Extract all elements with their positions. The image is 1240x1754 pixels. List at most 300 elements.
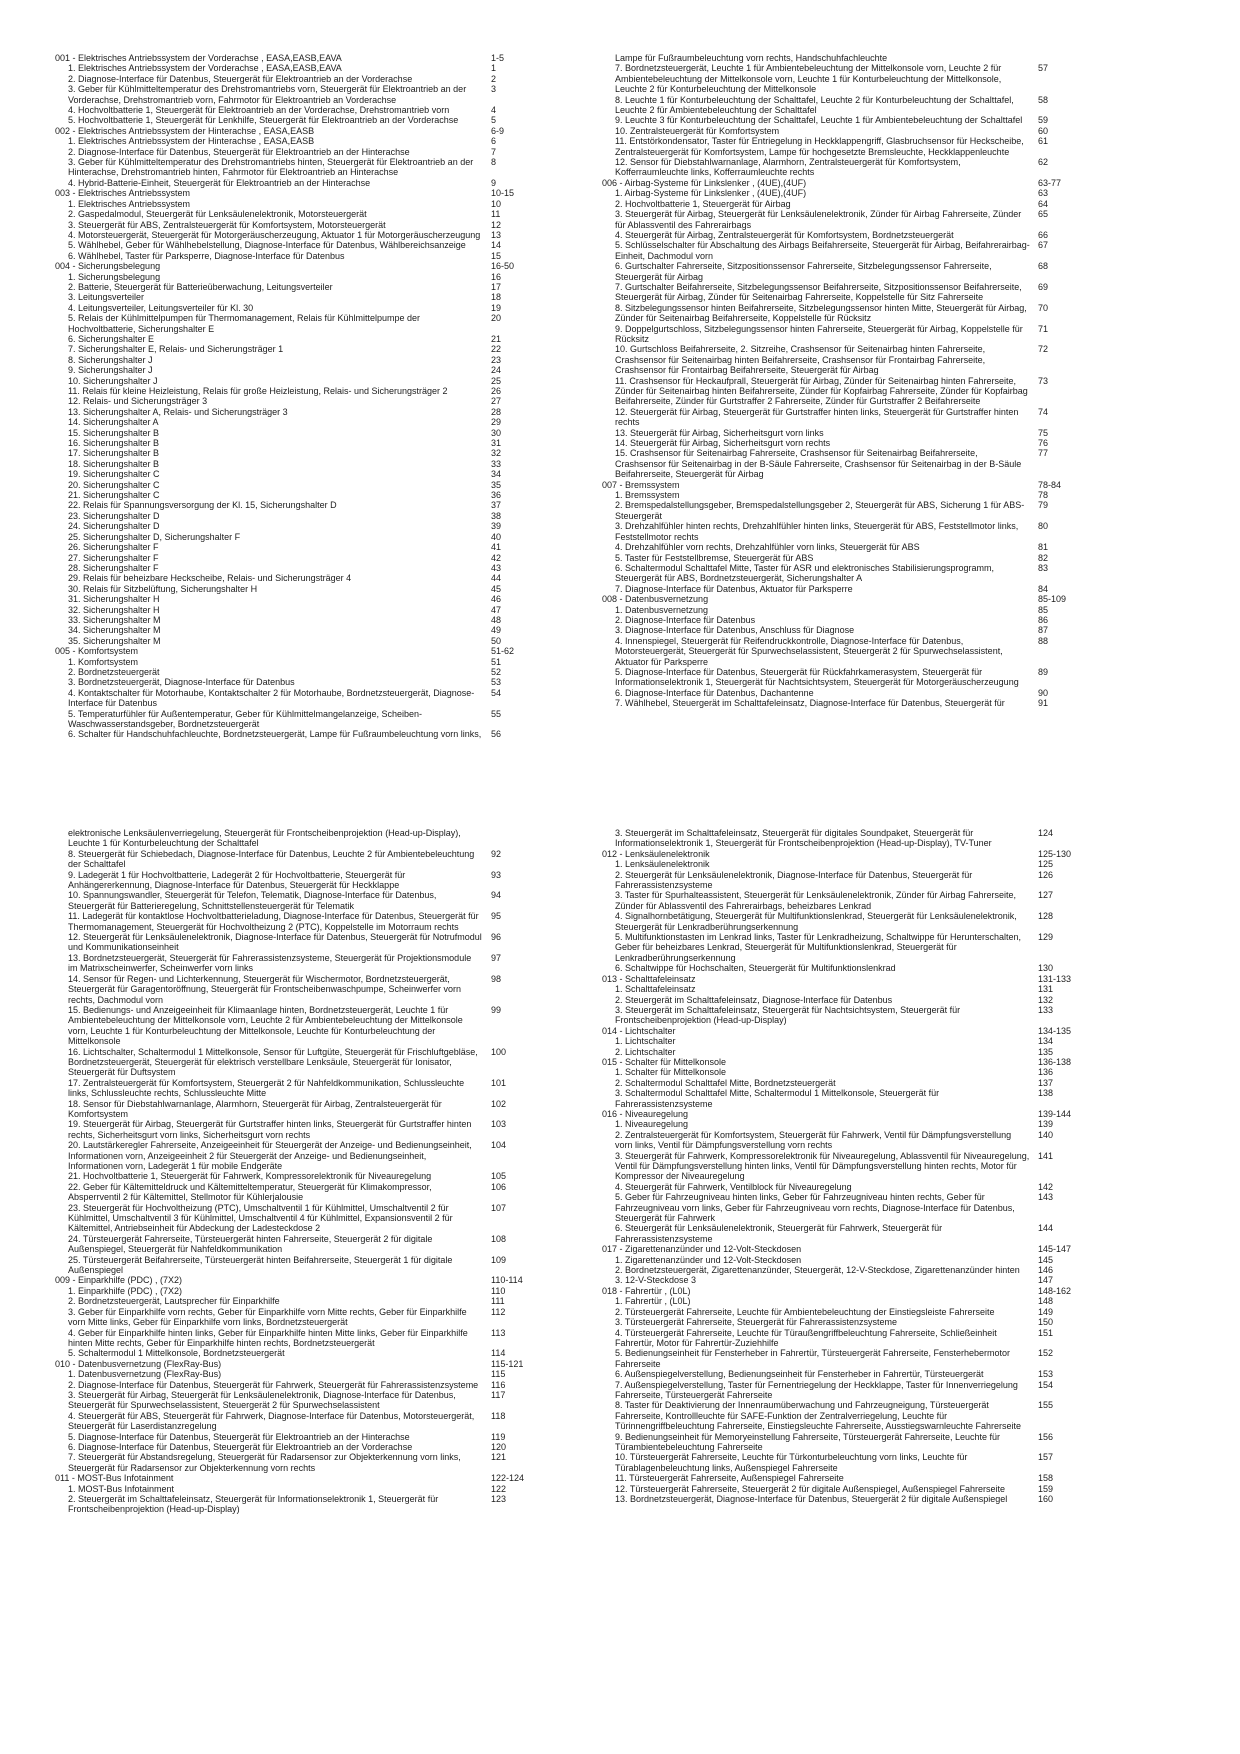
entry-text: 009 - Einparkhilfe (PDC) , (7X2) [55,1275,183,1286]
toc-item-row [602,1078,1080,1088]
entry-text: 12. Türsteuergerät Fahrerseite, Steuergerät 2 für digitale Außenspiegel, Außenspiegel Fahrerseite [615,1483,1006,1494]
toc-item-row [55,1140,533,1171]
entry-page-number: 30 [491,427,502,438]
entry-page-number: 49 [491,625,502,636]
entry-text: 4. Innenspiegel, Steuergerät für Reifendruckkontrolle, Diagnose-Interface für Datenbus, Motorsteuergerät, Steuergerät für Spurwechselassistent, Steuergerät 2 für Spurwechselassistent, Aktuator für Parksperre [615,635,1003,667]
toc-item-row [602,1151,1080,1182]
entry-text: 008 - Datenbusvernetzung [602,594,709,605]
entry-text: 23. Steuergerät für Hochvoltheizung (PTC), Umschaltventil 1 für Kühlmittel, Umschaltventil 2 für Kühlmittel, Umschaltventil 3 für Kühlmittel, Umschaltventil 4 für Kühlmittel, Expansionsventil 2 für Kältemittel, Antriebseinheit für Abdeckung der Ladesteckdose 2 [68,1202,453,1234]
entry-text: 3. Geber für Kühlmitteltemperatur des Drehstromantriebs vorn, Steuergerät für Elektroantrieb an der Vorderachse, Drehstromantrieb vorn, Fahrmotor für Elektroantrieb an Vorderachse [68,84,467,105]
toc-item-row [602,126,1080,136]
entry-page-number: 63-77 [1038,177,1062,188]
entry-page-number: 43 [491,562,502,573]
entry-text: 4. Hochvoltbatterie 1, Steuergerät für Elektroantrieb an der Vorderachse, Drehstromantrieb vorn [68,105,450,116]
entry-text: 6. Schaltermodul Schalttafel Mitte, Taster für ASR und elektronisches Stabilisierungsprogramm, Steuergerät für ABS, Bordnetzsteuergerät, Sicherungshalter A [615,562,995,584]
entry-text: 21. Hochvoltbatterie 1, Steuergerät für Fahrwerk, Kompressorelektronik für Niveauregelung [68,1171,432,1182]
toc-item-row [55,677,533,687]
toc-item-row [55,74,533,84]
entry-page-number: 42 [491,552,502,563]
toc-item-row [55,542,533,552]
entry-text: 3. Steuergerät im Schalttafeleinsatz, Steuergerät für digitales Soundpaket, Steuergerät für Informationselektronik 1, Steuergerät für Frontscheibenprojektion (Head-up-Display), TV-Tuner [615,828,992,849]
toc-item-row [55,1432,533,1442]
entry-page-number: 115-121 [491,1358,524,1369]
entry-page-number: 133 [1038,1004,1054,1015]
toc-item-row [602,605,1080,615]
toc-item-row [602,963,1080,973]
entry-page-number: 124 [1038,828,1054,838]
entry-page-number: 1 [491,63,497,74]
entry-page-number: 9 [491,177,497,188]
entry-text: 8. Sitzbelegungssensor hinten Beifahrerseite, Sitzbelegungssensor hinten Mitte, Steuergerät für Airbag, Zünder für Seitenairbag Beifahrerseite, Koppelstelle für Rücksitz [615,302,1027,324]
entry-text: 1. Datenbusvernetzung (FlexRay-Bus) [68,1369,222,1380]
entry-text: 004 - Sicherungsbelegung [55,261,161,272]
entry-page-number: 75 [1038,427,1049,438]
entry-text: 4. Signalhornbetätigung, Steuergerät für Multifunktionslenkrad, Steuergerät für Lenksäulenelektronik, Steuergerät für Lenkradberührungserkennung [615,911,1017,932]
entry-page-number: 129 [1038,932,1054,943]
entry-page-number: 151 [1038,1327,1054,1338]
entry-page-number: 19 [491,302,502,313]
entry-page-number: 135 [1038,1046,1054,1057]
entry-page-number: 55 [491,708,502,719]
toc-item-row [55,178,533,188]
entry-page-number: 25 [491,375,502,386]
entry-page-number: 52 [491,666,502,677]
toc-item-row [55,63,533,73]
toc-item-row [602,157,1080,178]
entry-text: 12. Sensor für Diebstahlwarnanlage, Alarmhorn, Zentralsteuergerät für Komfortsystem, Kofferraumleuchte links, Kofferraumleuchte rechts [615,157,961,178]
entry-text: 2. Steuergerät im Schalttafeleinsatz, Steuergerät für Informationselektronik 1, Steuergerät für Frontscheibenprojektion (Head-up-Display) [68,1494,439,1515]
toc-item-row [55,1203,533,1234]
toc-item-row [602,428,1080,438]
entry-text: 003 - Elektrisches Antriebssystem [55,188,191,199]
entry-page-number: 81 [1038,542,1049,553]
entry-text: 016 - Niveauregelung [602,1108,689,1119]
entry-text: 1. Elektrisches Antriebssystem der Vorderachse , EASA,EASB,EAVA [68,63,342,74]
toc-item-row [55,157,533,178]
entry-text: 19. Steuergerät für Airbag, Steuergerät für Gurtstraffer hinten links, Steuergerät für Gurtstraffer hinten rechts, Sicherheitsgurt vorn links, Sicherheitsgurt vorn rechts [68,1119,472,1140]
toc-item-row [55,1494,533,1515]
entry-page-number: 89 [1038,666,1049,677]
toc-column-lower-right [602,828,1080,1515]
entry-text: 34. Sicherungshalter M [68,625,161,636]
entry-page-number: 18 [491,292,502,303]
entry-text: 7. Bordnetzsteuergerät, Leuchte 1 für Ambientebeleuchtung der Mittelkonsole vorn, Leuchte 2 für Ambientebeleuchtung der Mittelkonsole vorn, Leuchte 1 für Konturbeleuchtung der Mittelkonsole, Leuchte 2 für Konturbeleuchtung der Mittelkonsole [615,63,1002,95]
toc-item-row [55,407,533,417]
toc-item-row [602,1307,1080,1317]
entry-text: 8. Sicherungshalter J [68,354,153,365]
toc-item-row [55,448,533,458]
entry-page-number: 122-124 [491,1473,525,1484]
toc-item-row [602,95,1080,116]
entry-page-number: 115 [491,1369,506,1380]
entry-text: 20. Sicherungshalter C [68,479,160,490]
entry-text: 1. Einparkhilfe (PDC) , (7X2) [68,1285,183,1296]
toc-item-row [55,115,533,125]
entry-page-number: 142 [1038,1181,1054,1192]
entry-text: 3. Bordnetzsteuergerät, Diagnose-Interface für Datenbus [68,677,295,688]
entry-page-number: 20 [491,313,502,324]
toc-item-row [602,1036,1080,1046]
entry-text: 16. Lichtschalter, Schaltermodul 1 Mittelkonsole, Sensor für Luftgüte, Steuergerät für Frischluftgebläse, Bordnetzsteuergerät, Steuergerät für elektrisch verstellbare Lenksäule, Steuergerät für Ionisator, Steuergerät für Duftsystem [68,1046,478,1078]
entry-text: 23. Sicherungshalter D [68,510,160,521]
toc-section-row [55,646,533,656]
entry-text: 5. Diagnose-Interface für Datenbus, Steuergerät für Elektroantrieb an der Hinterachse [68,1431,410,1442]
entry-text: 1. Lenksäulenelektronik [615,859,710,870]
entry-text: 4. Steuergerät für Fahrwerk, Ventilblock für Niveauregelung [615,1181,852,1192]
entry-page-number: 153 [1038,1369,1054,1380]
entry-text: 3. Taster für Spurhalteassistent, Steuergerät für Lenksäulenelektronik, Zünder für Airbag Fahrerseite, Zünder für Ablassventil des Fahrerairbags, beheizbares Lenkrad [615,890,1017,911]
toc-item-row [55,303,533,313]
entry-page-number: 103 [491,1119,507,1130]
toc-item-row [602,553,1080,563]
entry-page-number: 15 [491,250,502,261]
entry-text: 3. Drehzahlfühler hinten rechts, Drehzahlfühler hinten links, Steuergerät für ABS, Feststellmotor links, Feststellmotor rechts [615,521,1019,542]
toc-item-row [55,729,533,739]
entry-text: 5. Wählhebel, Geber für Wählhebelstellung, Diagnose-Interface für Datenbus, Wählbereichsanzeige [68,240,466,251]
entry-text: 015 - Schalter für Mittelkonsole [602,1056,727,1067]
entry-page-number: 134 [1038,1036,1054,1047]
entry-text: 6. Schalter für Handschuhfachleuchte, Bordnetzsteuergerät, Lampe für Fußraumbeleuchtung vorn links, [68,729,482,740]
toc-item-row [55,1171,533,1181]
entry-page-number: 109 [491,1254,507,1265]
toc-item-row [602,438,1080,448]
entry-page-number: 125 [1038,859,1054,870]
entry-text: 1. Schalttafeleinsatz [615,984,696,995]
entry-page-number: 3 [491,84,497,95]
toc-item-row [55,365,533,375]
toc-item-row [55,563,533,573]
toc-item-row [55,240,533,250]
toc-section-row [602,1109,1080,1119]
toc-section-row [55,1359,533,1369]
entry-page-number: 60 [1038,125,1049,136]
toc-item-row [602,1265,1080,1275]
toc-item-row [55,625,533,635]
entry-page-number: 24 [491,365,502,376]
entry-text: 2. Steuergerät für Lenksäulenelektronik, Diagnose-Interface für Datenbus, Steuergerät für Fahrerassistenzsysteme [615,869,973,891]
toc-item-row [55,292,533,302]
toc-item-row [55,911,533,932]
toc-column-lower-left [55,828,533,1515]
toc-item-row [55,1380,533,1390]
entry-text: 3. Türsteuergerät Fahrerseite, Steuergerät für Fahrerassistenzsysteme [615,1317,897,1328]
entry-page-number: 128 [1038,911,1054,922]
entry-page-number: 40 [491,531,502,542]
toc-item-row [55,230,533,240]
toc-item-row [602,1005,1080,1026]
entry-text: 32. Sicherungshalter H [68,604,160,615]
entry-page-number: 7 [491,146,497,157]
entry-page-number: 117 [491,1389,506,1400]
toc-item-row [55,521,533,531]
entry-page-number: 139 [1038,1119,1054,1130]
entry-page-number: 125-130 [1038,848,1072,859]
entry-text: 7. Steuergerät für Abstandsregelung, Steuergerät für Radarsensor zur Objekterkennung vorn links, Steuergerät für Radarsensor zur Objekterkennung vorn rechts [68,1452,461,1473]
entry-text: 005 - Komfortsystem [55,646,139,657]
entry-page-number: 47 [491,604,502,615]
entry-page-number: 17 [491,281,502,292]
entry-page-number: 83 [1038,562,1049,573]
toc-item-row [55,636,533,646]
toc-item-row [55,1005,533,1047]
entry-page-number: 34 [491,469,502,480]
entry-text: 5. Hochvoltbatterie 1, Steuergerät für Lenkhilfe, Steuergerät für Elektroantrieb an der Vorderachse [68,115,459,126]
entry-text: 2. Diagnose-Interface für Datenbus [615,614,756,625]
entry-text: 3. Diagnose-Interface für Datenbus, Anschluss für Diagnose [615,625,855,636]
entry-page-number: 73 [1038,375,1049,386]
entry-page-number: 94 [491,890,502,901]
toc-item-row [602,230,1080,240]
entry-text: 7. Wählhebel, Steuergerät im Schalttafeleinsatz, Diagnose-Interface für Datenbus, Steuergerät für [615,698,1005,709]
toc-item-row [602,1067,1080,1077]
entry-page-number: 72 [1038,344,1049,355]
toc-item-row [602,1255,1080,1265]
entry-text: 11. Relais für kleine Heizleistung, Relais für große Heizleistung, Relais- und Sicherungsträger 2 [68,386,448,396]
toc-item-row [55,272,533,282]
entry-text: 010 - Datenbusvernetzung (FlexRay-Bus) [55,1358,222,1369]
toc-item-row [602,376,1080,407]
entry-page-number: 120 [491,1441,507,1452]
toc-item-row [602,136,1080,157]
entry-text: 1. Datenbusvernetzung [615,604,709,615]
entry-text: 3. Geber für Kühlmitteltemperatur des Drehstromantriebs hinten, Steuergerät für Elektroantrieb an der Hinterachse, Drehstromantrieb hinten, Fahrmotor für Elektroantrieb an Hinterachse [68,157,474,178]
entry-page-number: 131 [1038,984,1054,995]
entry-page-number: 22 [491,344,502,355]
entry-page-number: 77 [1038,448,1049,459]
entry-page-number: 99 [491,1004,502,1015]
entry-page-number: 92 [491,848,502,859]
entry-text: 018 - Fahrertür , (L0L) [602,1285,691,1296]
toc-item-row [602,1432,1080,1453]
entry-text: 8. Leuchte 1 für Konturbeleuchtung der Schalttafel, Leuchte 2 für Konturbeleuchtung der Schalttafel, Leuchte 2 für Ambientebeleuchtung der Schalttafel [615,94,1014,116]
entry-page-number: 68 [1038,261,1049,272]
entry-text: 3. Steuergerät im Schalttafeleinsatz, Steuergerät für Nachtsichtsystem, Steuergerät für Frontscheibenprojektion (Head-up-Display) [615,1004,961,1026]
toc-item-row [55,1348,533,1358]
toc-section-row [602,594,1080,604]
entry-text: 18. Sicherungshalter B [68,458,160,469]
toc-item-row [55,1047,533,1078]
entry-text: 9. Leuchte 3 für Konturbeleuchtung der Schalttafel, Leuchte 1 für Ambientebeleuchtung der Schalttafel [615,115,1023,126]
toc-item-row [602,188,1080,198]
toc-item-row [602,407,1080,428]
toc-item-row [602,240,1080,261]
entry-text: 13. Bordnetzsteuergerät, Steuergerät für Fahrerassistenzsysteme, Steuergerät für Projektionsmodule im Matrixscheinwerfer, Scheinwerfer vorn links [68,952,472,974]
entry-text: 9. Bedienungseinheit für Memoryeinstellung Fahrerseite, Türsteuergerät Fahrerseite, Leuchte für Türambientebeleuchtung Fahrerseite [615,1431,1001,1452]
entry-text: 6. Diagnose-Interface für Datenbus, Steuergerät für Elektroantrieb an der Vorderachse [68,1441,413,1452]
entry-text: 3. Steuergerät für Airbag, Steuergerät für Lenksäulenelektronik, Diagnose-Interface für Datenbus, Steuergerät für Spurwechselassistent, Steuergerät 2 für Spurwechselassistent [68,1389,456,1411]
entry-page-number: 101 [491,1077,507,1088]
entry-page-number: 46 [491,594,502,605]
entry-text: 10. Spannungswandler, Steuergerät für Telefon, Telematik, Diagnose-Interface für Datenbus, Steuergerät für Batterieregelung, Schnittstellensteuergerät für Telematik [68,890,437,911]
entry-text: 9. Ladegerät 1 für Hochvoltbatterie, Ladegerät 2 für Hochvoltbatterie, Steuergerät für Anhängererkennung, Diagnose-Interface für Datenbus, Steuergerät für Heckklappe [68,869,406,891]
entry-page-number: 145 [1038,1254,1054,1265]
entry-page-number: 131-133 [1038,973,1072,984]
toc-item-row [55,615,533,625]
entry-text: 2. Türsteuergerät Fahrerseite, Leuchte für Ambientebeleuchtung der Einstiegsleiste Fahrerseite [615,1306,995,1317]
entry-page-number: 16 [491,271,502,282]
entry-text: 1. Komfortsystem [68,656,139,667]
entry-page-number: 2 [491,73,497,84]
toc-section-row [602,974,1080,984]
entry-text: 4. Motorsteuergerät, Steuergerät für Motorgeräuscherzeugung, Aktuator 1 für Motorgeräuscherzeugung [68,229,481,240]
entry-text: 12. Steuergerät für Lenksäulenelektronik, Diagnose-Interface für Datenbus, Steuergerät für Notrufmodul und Kommunikationseinheit [68,932,482,953]
entry-text: 3. Steuergerät für ABS, Zentralsteuergerät für Komfortsystem, Motorsteuergerät [68,219,386,230]
entry-page-number: 4 [491,105,497,116]
entry-page-number: 137 [1038,1077,1054,1088]
entry-page-number: 95 [491,911,502,922]
entry-text: 6. Wählhebel, Taster für Parksperre, Diagnose-Interface für Datenbus [68,250,345,261]
entry-text: 13. Steuergerät für Airbag, Sicherheitsgurt vorn links [615,427,824,438]
entry-text: 2. Diagnose-Interface für Datenbus, Steuergerät für Fahrwerk, Steuergerät für Fahrerassistenzsysteme [68,1379,479,1390]
toc-item-row [55,396,533,406]
toc-item-row [55,849,533,870]
entry-text: 13. Sicherungshalter A, Relais- und Sicherungsträger 3 [68,406,288,417]
toc-column-upper-right [602,53,1080,740]
entry-text: 3. Schaltermodul Schalttafel Mitte, Schaltermodul 1 Mittelkonsole, Steuergerät für Fahrerassistenzsysteme [615,1088,940,1109]
toc-item-row [55,1390,533,1411]
toc-section-row [602,849,1080,859]
toc-item-row [55,459,533,469]
entry-text: 4. Geber für Einparkhilfe hinten links, Geber für Einparkhilfe hinten Mitte links, Geber für Einparkhilfe hinten Mitte rechts, Geber für Einparkhilfe hinten rechts, Bordnetzsteuergerät [68,1327,468,1348]
toc-item-row [602,344,1080,375]
toc-item-row [55,870,533,891]
entry-page-number: 141 [1038,1150,1054,1161]
entry-text: 1. MOST-Bus Infotainment [68,1483,175,1494]
toc-section-row [602,1026,1080,1036]
entry-page-number: 78 [1038,490,1049,501]
entry-text: 2. Bordnetzsteuergerät [68,666,160,677]
toc-continuation-row [55,828,533,849]
entry-text: 6. Steuergerät für Lenksäulenelektronik, Steuergerät für Fahrwerk, Steuergerät für Fahrerassistenzsysteme [615,1223,943,1244]
entry-page-number: 14 [491,240,502,251]
toc-item-row [55,147,533,157]
entry-page-number: 74 [1038,406,1049,417]
entry-text: 28. Sicherungshalter F [68,562,159,573]
entry-page-number: 86 [1038,614,1049,625]
entry-page-number: 127 [1038,890,1054,901]
entry-text: 15. Sicherungshalter B [68,427,160,438]
entry-text: 5. Temperaturfühler für Außentemperatur, Geber für Kühlmittelmangelanzeige, Scheiben-Waschwasserstandsgeber, Bordnetzsteuergerät [68,708,423,729]
toc-item-row [602,828,1080,849]
entry-page-number: 112 [491,1306,506,1317]
entry-page-number: 152 [1038,1348,1054,1359]
entry-text: 6. Außenspiegelverstellung, Bedienungseinheit für Fensterheber in Fahrertür, Türsteuergerät [615,1369,984,1380]
toc-item-row [602,199,1080,209]
entry-page-number: 118 [491,1410,506,1421]
entry-page-number: 110-114 [491,1275,523,1286]
entry-page-number: 132 [1038,994,1054,1005]
toc-item-row [602,1119,1080,1129]
toc-column-upper-left [55,53,533,740]
entry-page-number: 138 [1038,1088,1054,1099]
entry-text: 29. Relais für beheizbare Heckscheibe, Relais- und Sicherungsträger 4 [68,573,352,584]
entry-page-number: 57 [1038,63,1049,74]
entry-text: 7. Außenspiegelverstellung, Taster für Fernentriegelung der Heckklappe, Taster für Innenverriegelung Fahrerseite, Türsteuergerät Fahrerseite [615,1379,1018,1400]
entry-text: 20. Lautstärkeregler Fahrerseite, Anzeigeeinheit für Steuergerät der Anzeige- und Bedienungseinheit, Informationen vorn, Anzeigeeinheit 2 für Steuergerät der Anzeige- und Bedienungseinheit, Informationen vorn, Ladegerät 1 für mobile Endgeräte [68,1140,472,1171]
toc-item-row [55,688,533,709]
entry-text: 21. Sicherungshalter C [68,490,160,501]
entry-text: 6. Sicherungshalter E [68,333,155,344]
toc-section-row [55,53,533,63]
entry-text: 11. Türsteuergerät Fahrerseite, Außenspiegel Fahrerseite [615,1473,844,1484]
entry-page-number: 35 [491,479,502,490]
toc-item-row [55,428,533,438]
entry-page-number: 6-9 [491,125,505,136]
entry-text: 11. Entstörkondensator, Taster für Entriegelung in Heckklappengriff, Glasbruchsensor für Heckscheibe, Zentralsteuergerät für Komfortsystem, Lampe für hochgesetzte Bremsleuchte, Heckklappenleuchte [615,136,1024,157]
toc-item-row [602,1296,1080,1306]
entry-page-number: 38 [491,510,502,521]
entry-text: 013 - Schalttafeleinsatz [602,973,696,984]
entry-text: 4. Drehzahlfühler vorn rechts, Drehzahlfühler vorn links, Steuergerät für ABS [615,542,920,553]
entry-text: 2. Diagnose-Interface für Datenbus, Steuergerät für Elektroantrieb an der Hinterachse [68,146,410,157]
entry-page-number: 67 [1038,240,1049,251]
toc-item-row [602,890,1080,911]
toc-item-row [55,932,533,953]
entry-page-number: 91 [1038,698,1049,709]
toc-item-row [55,657,533,667]
entry-page-number: 148-162 [1038,1285,1072,1296]
toc-page-upper [55,53,1080,740]
entry-text: 13. Bordnetzsteuergerät, Diagnose-Interface für Datenbus, Steuergerät 2 für digitale Außenspiegel [615,1494,1008,1504]
toc-item-row [55,438,533,448]
toc-item-row [602,984,1080,994]
entry-text: 15. Crashsensor für Seitenairbag Fahrerseite, Crashsensor für Seitenairbag Beifahrerseite, Crashsensor für Seitenairbag in der B-Säule Fahrerseite, Crashsensor für Seitenairbag in der B-Säule Beifahrerseite, Steuergerät für Airbag [615,448,1022,480]
toc-item-row [55,1234,533,1255]
toc-item-row [55,1484,533,1494]
entry-text: 3. Geber für Einparkhilfe vorn rechts, Geber für Einparkhilfe vorn Mitte rechts, Geber für Einparkhilfe vorn Mitte links, Geber für Einparkhilfe vorn links, Bordnetzsteuergerät [68,1306,467,1328]
toc-item-row [602,870,1080,891]
entry-text: 5. Geber für Fahrzeugniveau hinten links, Geber für Fahrzeugniveau hinten rechts, Geber für Fahrzeugniveau vorn links, Geber für Fahrzeugniveau vorn rechts, Diagnose-Interface für Datenbus, Steuergerät für Fahrwerk [615,1192,1015,1224]
toc-section-row [55,1275,533,1285]
entry-text: 14. Steuergerät für Airbag, Sicherheitsgurt vorn rechts [615,438,831,449]
toc-item-row [602,324,1080,345]
toc-item-row [55,386,533,396]
entry-page-number: 146 [1038,1265,1054,1276]
entry-page-number: 140 [1038,1129,1054,1140]
entry-text: 2. Gaspedalmodul, Steuergerät für Lenksäulenelektronik, Motorsteuergerät [68,209,367,220]
entry-page-number: 85 [1038,604,1049,615]
toc-item-row [602,698,1080,708]
entry-page-number: 87 [1038,625,1049,636]
entry-text: 6. Gurtschalter Fahrerseite, Sitzpositionssensor Fahrerseite, Sitzbelegungssensor Fahrerseite, Steuergerät für Airbag [615,261,992,282]
entry-page-number: 139-144 [1038,1108,1072,1119]
entry-text: 006 - Airbag-Systeme für Linkslenker , (4UE),(4UF) [602,177,807,188]
toc-item-row [602,636,1080,667]
entry-page-number: 158 [1038,1473,1054,1484]
entry-page-number: 1-5 [491,53,505,63]
toc-item-row [55,344,533,354]
toc-item-row [55,1286,533,1296]
toc-item-row [602,1130,1080,1151]
toc-section-row [55,126,533,136]
toc-section-row [55,188,533,198]
entry-text: 17. Zentralsteuergerät für Komfortsystem, Steuergerät 2 für Nahfeldkommunikation, Schlussleuchte links, Schlussleuchte rechts, Schlussleuchte Mitte [68,1077,465,1099]
entry-text: 31. Sicherungshalter H [68,594,160,605]
entry-page-number: 8 [491,157,497,168]
entry-text: 012 - Lenksäulenelektronik [602,848,710,859]
toc-item-row [602,448,1080,479]
toc-item-row [55,490,533,500]
entry-text: 2. Bremspedalstellungsgeber, Bremspedalstellungsgeber 2, Steuergerät für ABS, Sicherung 1 für ABS-Steuergerät [615,500,1025,521]
entry-page-number: 100 [491,1046,507,1057]
entry-text: 3. Steuergerät für Airbag, Steuergerät für Lenksäulenelektronik, Zünder für Airbag Fahrerseite, Zünder für Ablassventil des Fahrerairbags [615,209,1022,230]
entry-text: 1. Fahrertür , (L0L) [615,1296,691,1307]
toc-item-row [55,84,533,105]
toc-item-row [55,1411,533,1432]
toc-section-row [55,261,533,271]
toc-item-row [602,1380,1080,1401]
entry-page-number: 63 [1038,188,1049,199]
